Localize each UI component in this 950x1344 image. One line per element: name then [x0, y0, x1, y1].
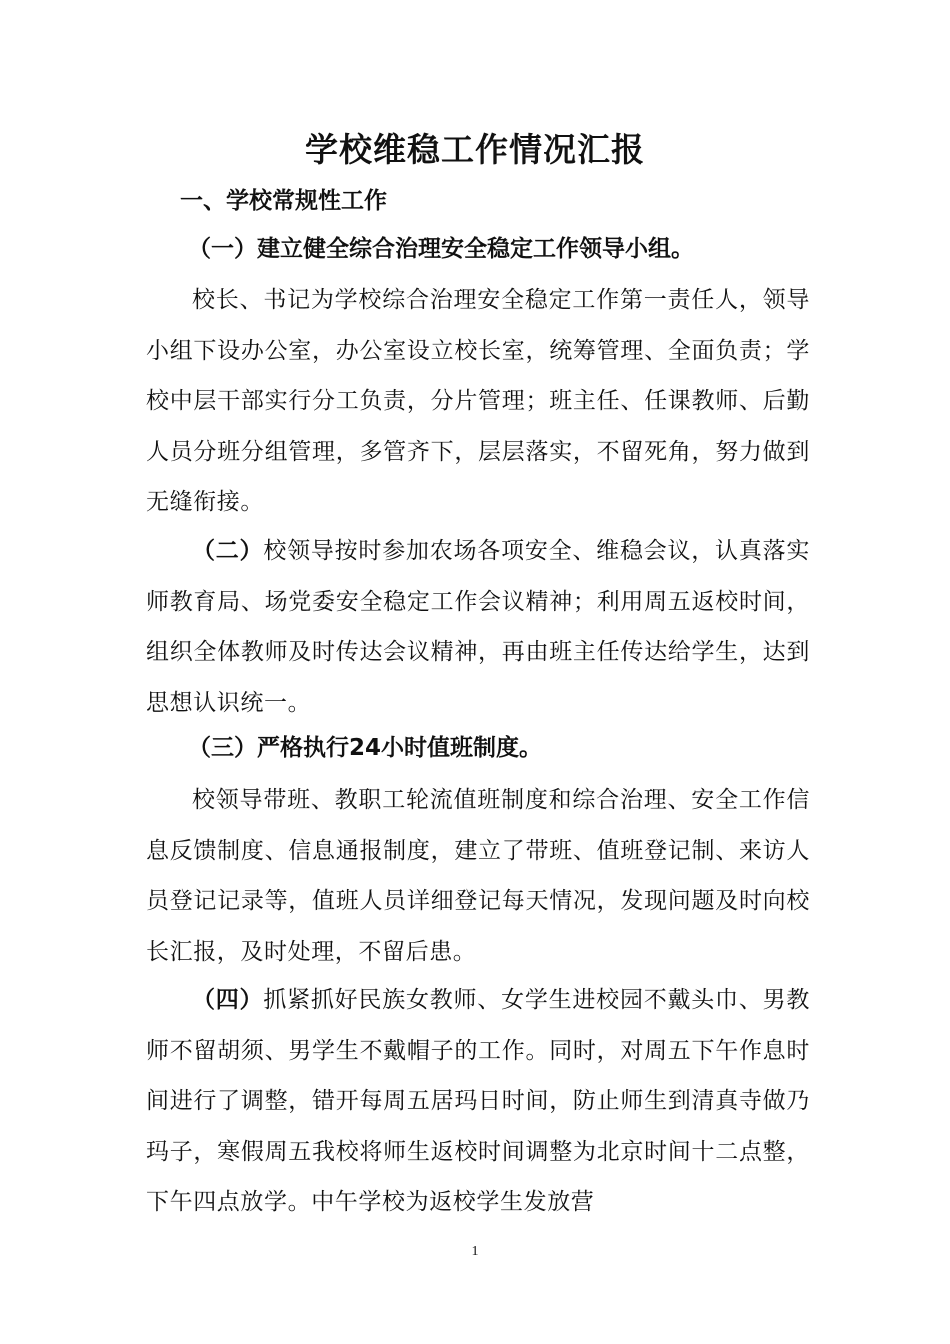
paragraph-4 [146, 975, 810, 1228]
paragraph-3: 校领导带班、教职工轮流值班制度和综合治理、安全工作信息反馈制度、信息通报制度，建立了带班、值班登记制、来访人员登记记录等，值班人员详细登记每天情况，发现问题及时向校长汇报，及时处理，不留后患。 [146, 787, 810, 965]
item-lead-2: （二） [192, 538, 264, 564]
paragraph-2-text: 校领导按时参加农场各项安全、维稳会议，认真落实师教育局、场党委安全稳定工作会议精神；利用周五返校时间，组织全体教师及时传达会议精神，再由班主任传达给学生，达到思想认识统一。 [146, 538, 810, 716]
document-title: 学校维稳工作情况汇报 [305, 130, 645, 169]
section-heading: 一、学校常规性工作 [180, 188, 387, 214]
page-number: 1 [471, 1244, 479, 1259]
paragraph-1: 校长、书记为学校综合治理安全稳定工作第一责任人，领导小组下设办公室，办公室设立校长室，统筹管理、全面负责；学校中层干部实行分工负责，分片管理；班主任、任课教师、后勤人员分班分组管理，多管齐下，层层落实，不留死角，努力做到无缝衔接。 [146, 287, 810, 516]
item-lead-4: （四） [192, 987, 264, 1013]
item-heading-3: （三）严格执行24小时值班制度。 [188, 735, 543, 761]
item-heading-1: （一）建立健全综合治理安全稳定工作领导小组。 [188, 236, 694, 262]
paragraph-2 [146, 526, 810, 728]
paragraph-4-text: 抓紧抓好民族女教师、女学生进校园不戴头巾、男教师不留胡须、男学生不戴帽子的工作。同时，对周五下午作息时间进行了调整，错开每周五居玛日时间，防止师生到清真寺做乃玛子，寒假周五我校将师生返校时间调整为北京时间十二点整，下午四点放学。中午学校为返校学生发放营 [146, 987, 810, 1216]
